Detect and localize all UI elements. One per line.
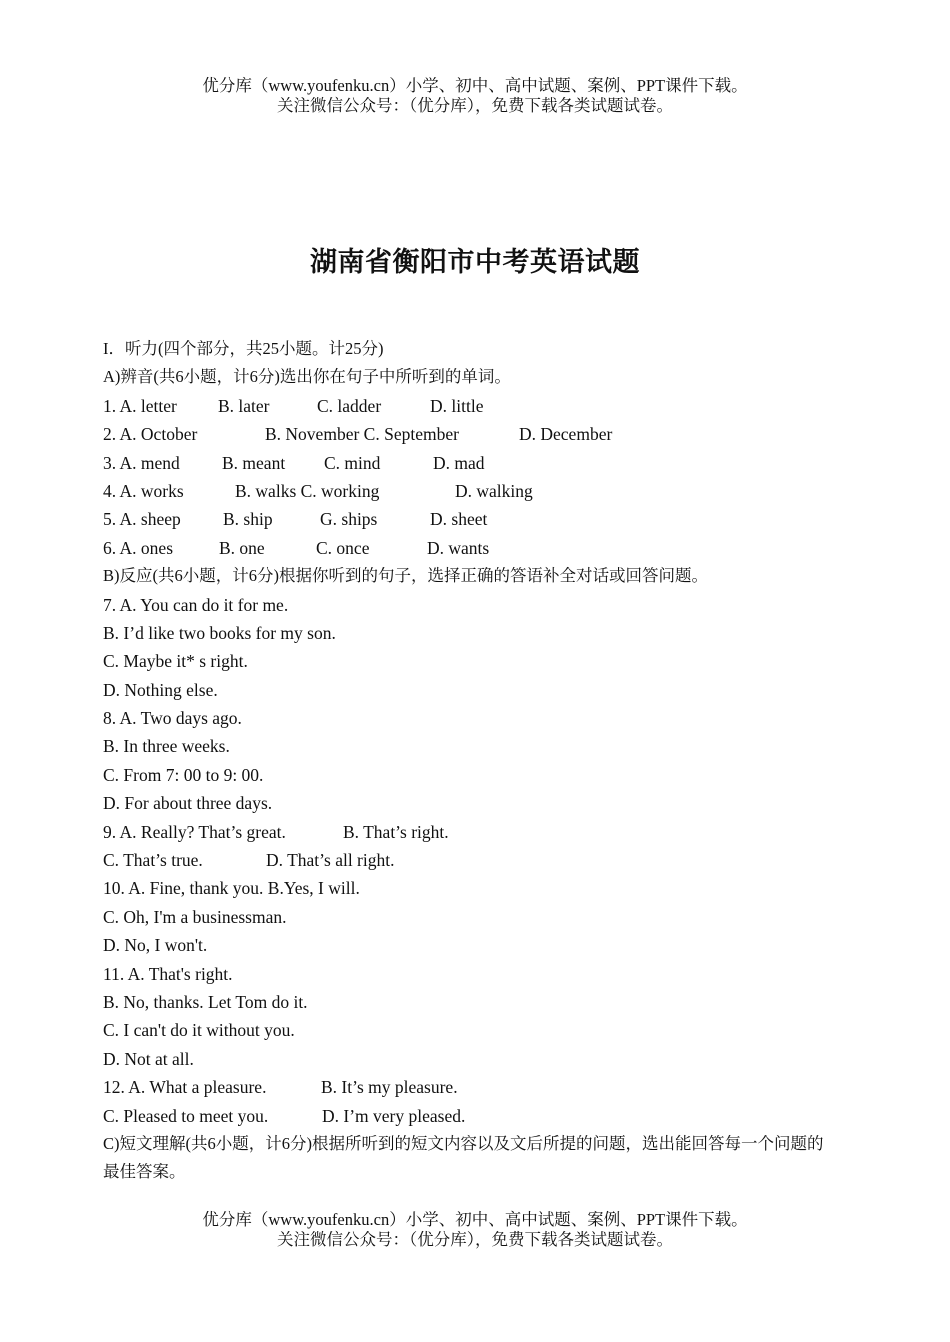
option: 1. A. letter [103,395,177,416]
answer-line: D. Not at all. [103,1048,194,1069]
option: D. little [430,395,484,416]
question-3 [103,449,838,477]
answer-line: C. From 7: 00 to 9: 00. [103,764,264,785]
option: 2. A. October [103,424,198,445]
answer-line: C. I can't do it without you. [103,1020,295,1041]
exam-body [103,335,838,1187]
question-9-line-1 [103,818,838,846]
question-5 [103,505,838,533]
option: 5. A. sheep [103,509,181,530]
part-b-heading: B)反应(共6小题，计6分)根据你听到的句子，选择正确的答语补全对话或回答问题。 [103,566,708,586]
answer-line: D. For about three days. [103,793,273,814]
part-a-heading: A)辨音(共6小题，计6分)选出你在句子中所听到的单词。 [103,367,511,387]
option: B. one [219,537,265,558]
option: D. sheet [430,509,488,530]
answer-line: B. In three weeks. [103,736,230,757]
option: 6. A. ones [103,537,173,558]
option: B. walks C. working [235,480,380,501]
option: C. once [316,537,370,558]
footer-line-2: 关注微信公众号：（优分库），免费下载各类试题试卷。 [277,1230,673,1249]
answer-line: C. Oh, I'm a businessman. [103,906,287,927]
option: D. December [519,424,613,445]
question-6 [103,534,838,562]
document-title: 湖南省衡阳市中考英语试题 [310,247,640,278]
option: 9. A. Really? That’s great. [103,821,286,842]
option: B. It’s my pleasure. [321,1077,458,1098]
question-2 [103,420,838,448]
option: D. walking [455,480,533,501]
option: C. ladder [317,395,382,416]
page-footer [0,1210,950,1250]
header-line-2: 关注微信公众号：（优分库），免费下载各类试题试卷。 [277,96,673,115]
answer-line: 11. A. That's right. [103,963,233,984]
section-heading-listening: I．听力(四个部分，共25小题。计25分) [103,339,384,358]
option: 3. A. mend [103,452,180,473]
option: B. That’s right. [343,821,449,842]
option: B. later [218,395,270,416]
option: C. Pleased to meet you. [103,1105,269,1126]
option: C. mind [324,452,381,473]
option: D. That’s all right. [266,850,395,871]
page-header [0,76,950,116]
header-line-1: 优分库（www.youfenku.cn）小学、初中、高中试题、案例、PPT课件下载。 [202,76,748,95]
option: 12. A. What a pleasure. [103,1077,267,1098]
footer-line-1: 优分库（www.youfenku.cn）小学、初中、高中试题、案例、PPT课件下载。 [202,1210,748,1229]
option: 4. A. works [103,480,184,501]
answer-line: D. No, I won't. [103,935,208,956]
question-4 [103,477,838,505]
option: C. That’s true. [103,850,203,871]
answer-line: D. Nothing else. [103,679,218,700]
answer-line: C. Maybe it* s right. [103,651,248,672]
answer-line: 8. A. Two days ago. [103,708,242,729]
option: B. ship [223,509,273,530]
option: B. November C. September [265,424,459,445]
part-c-heading: C)短文理解(共6小题，计6分)根据所听到的短文内容以及文后所提的问题，选出能回答每一个问题的最佳答案。 [103,1133,824,1182]
question-9-line-2 [103,846,838,874]
option: D. I’m very pleased. [322,1105,466,1126]
answer-line: B. No, thanks. Let Tom do it. [103,991,308,1012]
question-12-line-1 [103,1073,838,1101]
answer-line: 10. A. Fine, thank you. B.Yes, I will. [103,878,360,899]
question-12-line-2 [103,1102,838,1130]
option: G. ships [320,509,378,530]
option: D. wants [427,537,490,558]
option: B. meant [222,452,286,473]
answer-line: B. I’d like two books for my son. [103,622,336,643]
question-1 [103,392,838,420]
option: D. mad [433,452,485,473]
answer-line: 7. A. You can do it for me. [103,594,289,615]
